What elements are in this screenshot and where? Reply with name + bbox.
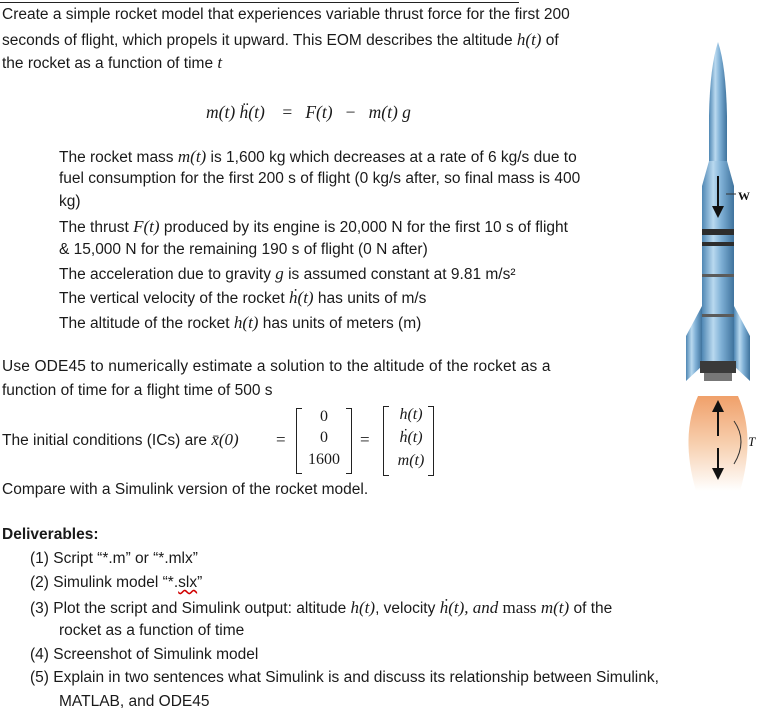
- deliverable-4: (4) Screenshot of Simulink model: [30, 646, 259, 663]
- rocket-upper-stage: [709, 116, 727, 161]
- param-mass-line-2: fuel consumption for the first 200 s of flight (0 kg/s after, so final mass is 400: [59, 170, 581, 187]
- intro-line-2: seconds of flight, which propels it upward. This EOM describes the altitude h(t) of: [2, 30, 559, 49]
- deliverables-heading: Deliverables:: [2, 526, 99, 543]
- eom-equation: m(t) ḧ(t) = F(t) − m(t) g: [206, 102, 411, 122]
- ic-label: The initial conditions (ICs) are x̄(0): [2, 430, 239, 449]
- param-velocity: The vertical velocity of the rocket ḣ(t) has units of m/s: [59, 288, 427, 307]
- state-h: h(t): [399, 406, 423, 423]
- deliverable-1: (1) Script “*.m” or “*.mlx”: [30, 550, 198, 567]
- param-mass-line-1: The rocket mass m(t) is 1,600 kg which decreases at a rate of 6 kg/s due to: [59, 147, 577, 166]
- ode-line-1: Use ODE45 to numerically estimate a solution to the altitude of the rocket as a: [2, 358, 551, 375]
- param-gravity: The acceleration due to gravity g is assumed constant at 9.81 m/s²: [59, 264, 516, 283]
- ode-line-2: function of time for a flight time of 500 s: [2, 382, 273, 399]
- ic-equals-2: =: [360, 430, 370, 449]
- deliverable-3-line-1: (3) Plot the script and Simulink output: altitude h(t), velocity ḣ(t), and mass m(t) of the: [30, 598, 613, 617]
- deliverable-5-line-2: MATLAB, and ODE45: [59, 693, 210, 710]
- compare-line: Compare with a Simulink version of the rocket model.: [2, 481, 369, 498]
- param-mass-line-3: kg): [59, 193, 81, 210]
- ic-value-hdot: 0: [320, 429, 328, 446]
- param-thrust-line-2: & 15,000 N for the remaining 190 s of flight (0 N after): [59, 241, 428, 258]
- rocket-nozzle: [700, 361, 736, 373]
- intro-line-1: Create a simple rocket model that experiences variable thrust force for the first 200: [2, 6, 570, 23]
- thrust-label: T: [748, 434, 756, 449]
- top-rule: [0, 2, 519, 3]
- math-var: t: [217, 53, 223, 72]
- math-var: h(t): [516, 30, 542, 49]
- param-thrust-line-1: The thrust F(t) produced by its engine is 20,000 N for the first 10 s of flight: [59, 217, 568, 236]
- rocket-figure: [660, 36, 771, 501]
- state-hdot: ḣ(t): [399, 429, 423, 446]
- state-right-bracket: [428, 406, 434, 476]
- ic-value-m: 1600: [308, 451, 340, 468]
- deliverable-3-line-2: rocket as a function of time: [59, 622, 245, 639]
- state-m: m(t): [397, 452, 425, 469]
- weight-label: W: [738, 189, 750, 203]
- deliverable-2: (2) Simulink model “*.slx”: [30, 574, 203, 591]
- ic-value-h: 0: [320, 408, 328, 425]
- ic-equals-1: =: [276, 430, 286, 449]
- param-altitude: The altitude of the rocket h(t) has units of meters (m): [59, 313, 422, 332]
- deliverable-5-line-1: (5) Explain in two sentences what Simulink is and discuss its relationship between Simulink,: [30, 669, 659, 686]
- intro-line-3: the rocket as a function of time t: [2, 53, 223, 72]
- ic-values-right-bracket: [346, 408, 352, 474]
